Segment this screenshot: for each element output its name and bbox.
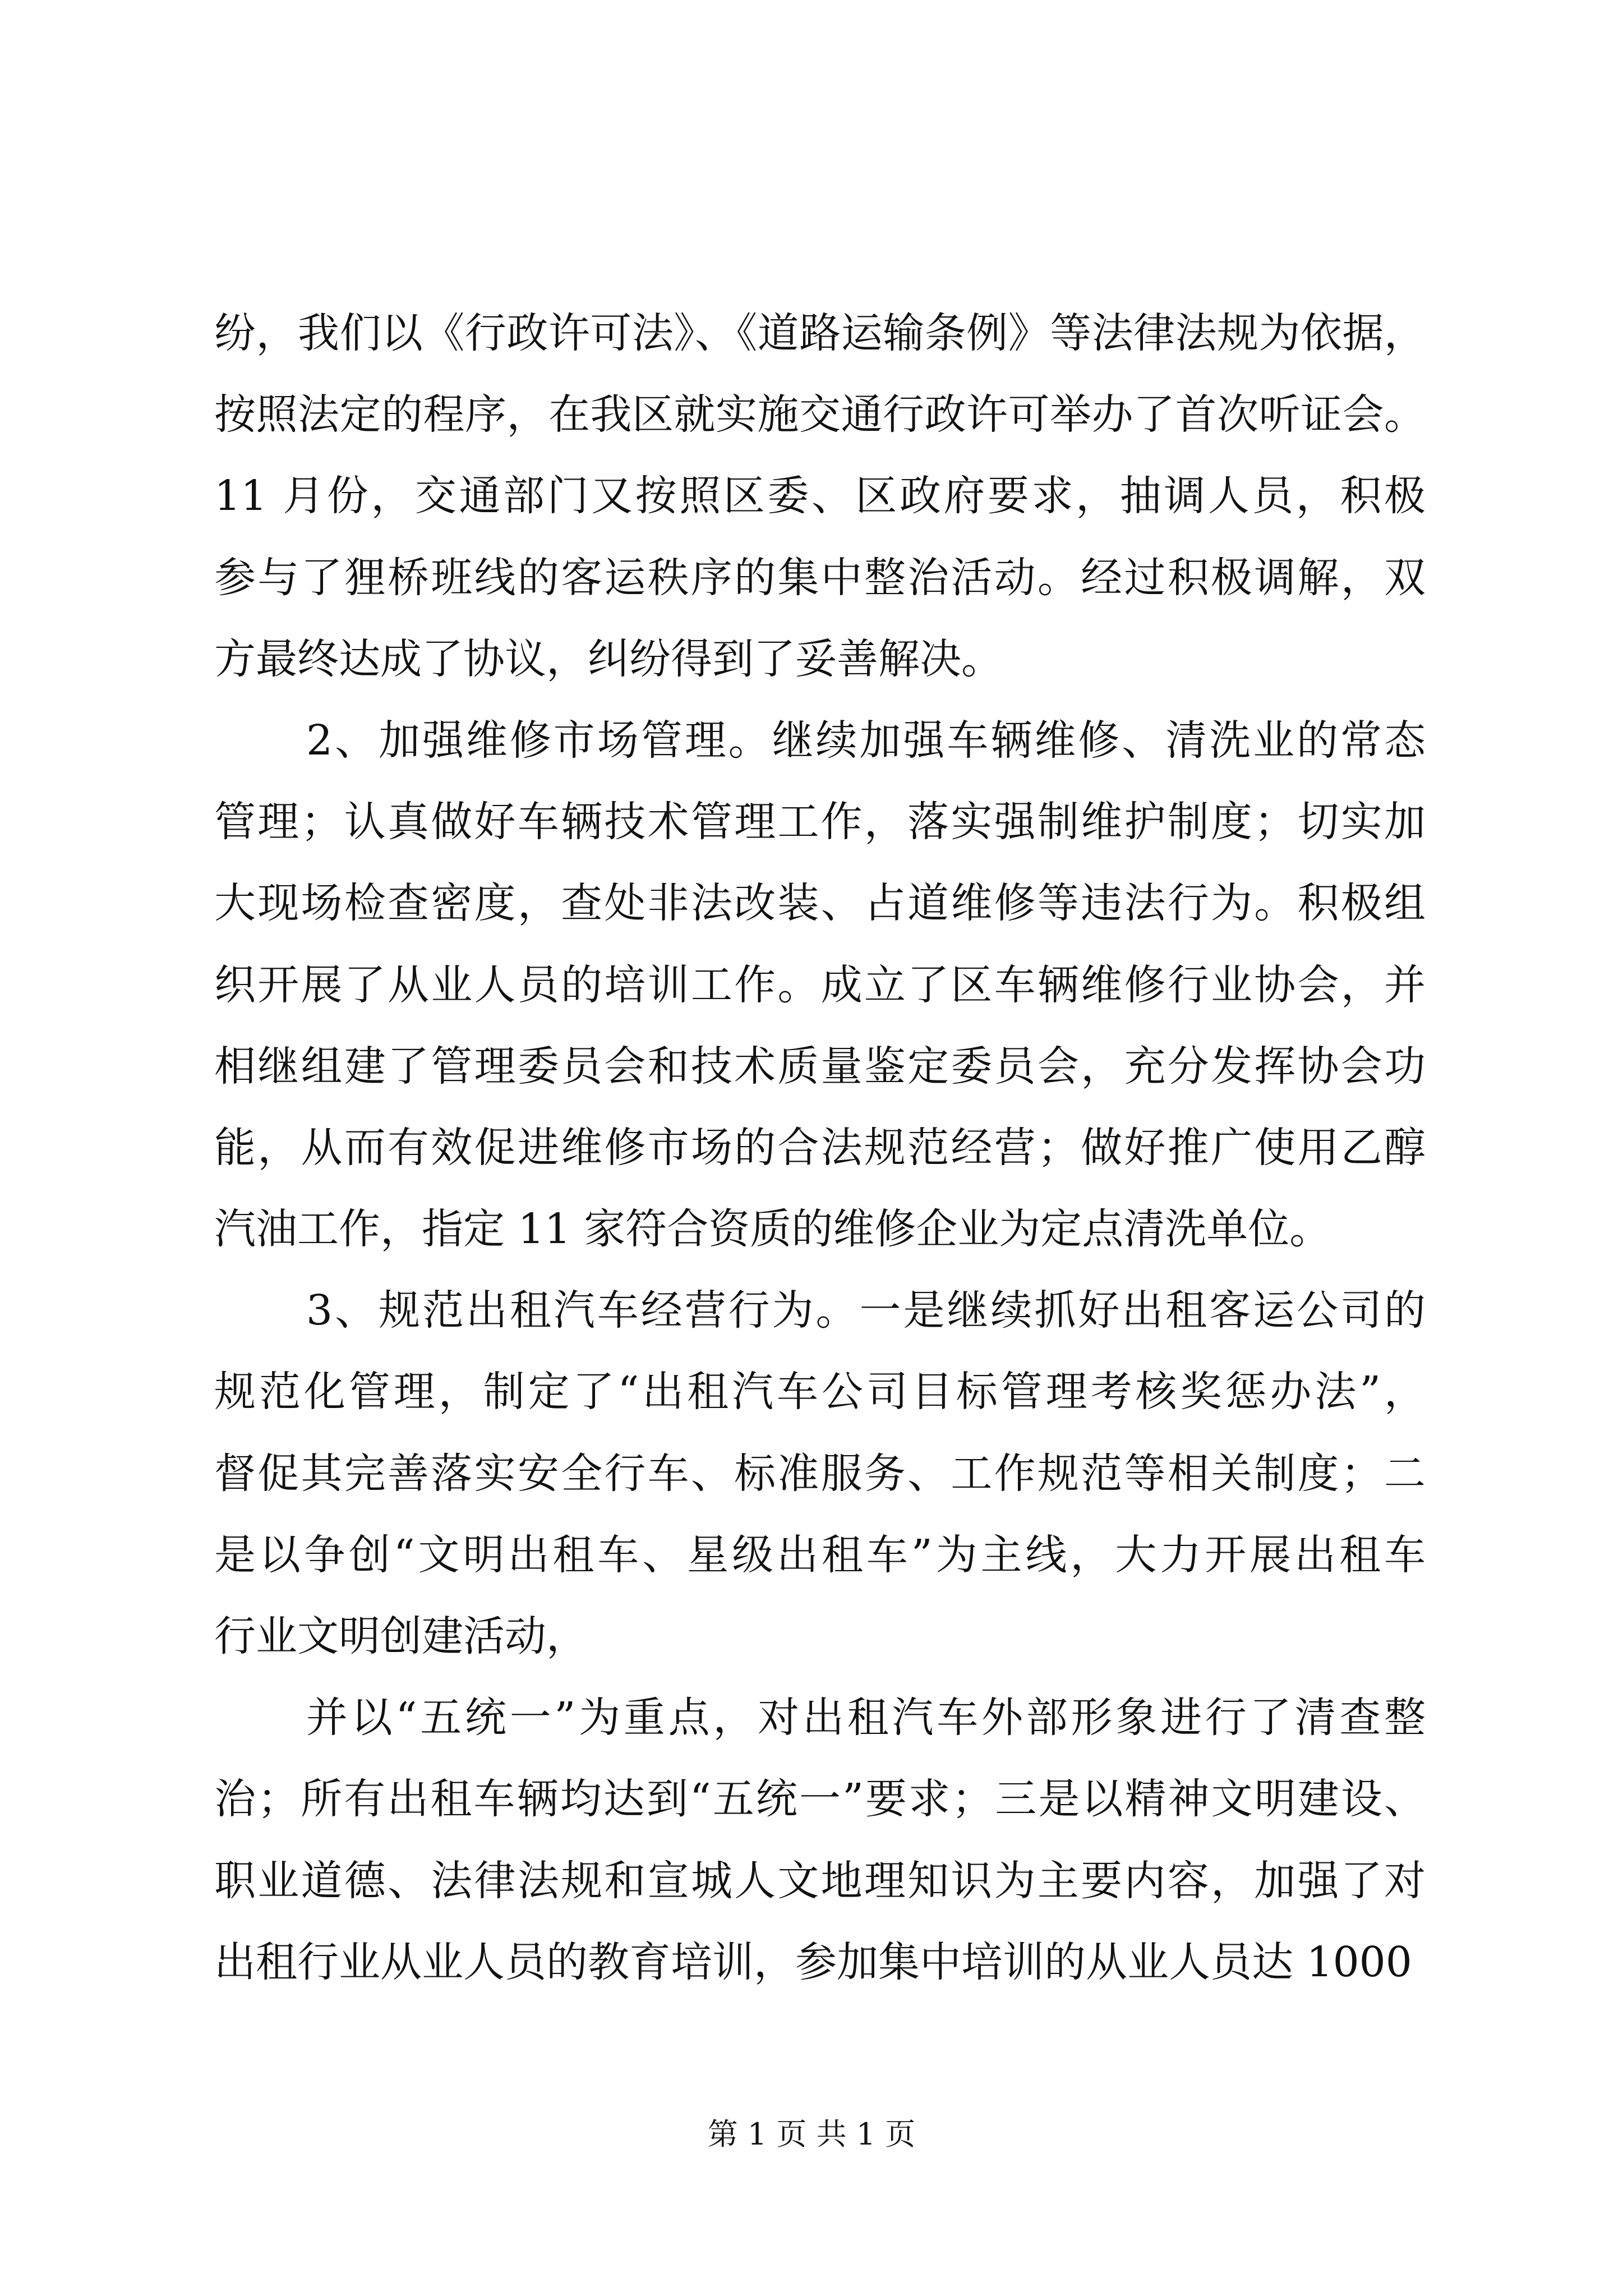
text-line: 方最终达成了协议，纠纷得到了妥善解决。 xyxy=(214,634,1003,683)
text-line: 并以“五统一”为重点，对出租汽车外部形象进行了清查整 xyxy=(306,1694,1426,1742)
text-line: 3、规范出租汽车经营行为。一是继续抓好出租客运公司的 xyxy=(306,1286,1426,1335)
text-line: 相继组建了管理委员会和技术质量鉴定委员会，充分发挥协会功 xyxy=(214,1042,1426,1091)
text-line: 按照法定的程序，在我区就实施交通行政许可举办了首次听证会。 xyxy=(214,390,1426,439)
text-line: 2、加强维修市场管理。继续加强车辆维修、清洗业的常态 xyxy=(306,716,1426,765)
body-text xyxy=(214,293,1426,2003)
text-line: 督促其完善落实安全行车、标准服务、工作规范等相关制度；二 xyxy=(214,1449,1426,1498)
page-footer: 第 1 页 共 1 页 xyxy=(707,2116,916,2152)
text-line: 规范化管理，制定了“出租汽车公司目标管理考核奖惩办法”， xyxy=(214,1368,1426,1416)
text-line: 是以争创“文明出租车、星级出租车”为主线，大力开展出租车 xyxy=(214,1530,1426,1579)
text-line: 治；所有出租车辆均达到“五统一”要求；三是以精神文明建设、 xyxy=(214,1775,1426,1824)
text-line: 参与了狸桥班线的客运秩序的集中整治活动。经过积极调解，双 xyxy=(214,553,1426,602)
text-line: 织开展了从业人员的培训工作。成立了区车辆维修行业协会，并 xyxy=(214,960,1426,1009)
text-line: 职业道德、法律法规和宣城人文地理知识为主要内容，加强了对 xyxy=(214,1856,1426,1905)
text-line: 出租行业从业人员的教育培训，参加集中培训的从业人员达 1000 xyxy=(214,1938,1412,1986)
text-line: 管理；认真做好车辆技术管理工作，落实强制维护制度；切实加 xyxy=(214,798,1426,846)
text-line: 11 月份，交通部门又按照区委、区政府要求，抽调人员，积极 xyxy=(214,472,1426,521)
text-line: 纷，我们以《行政许可法》、《道路运输条例》等法律法规为依据， xyxy=(214,309,1426,357)
text-line: 大现场检查密度，查处非法改装、占道维修等违法行为。积极组 xyxy=(214,879,1426,928)
text-line: 能，从而有效促进维修市场的合法规范经营；做好推广使用乙醇 xyxy=(214,1123,1426,1172)
text-line: 行业文明创建活动， xyxy=(214,1612,588,1660)
text-line: 汽油工作，指定 11 家符合资质的维修企业为定点清洗单位。 xyxy=(214,1205,1331,1254)
